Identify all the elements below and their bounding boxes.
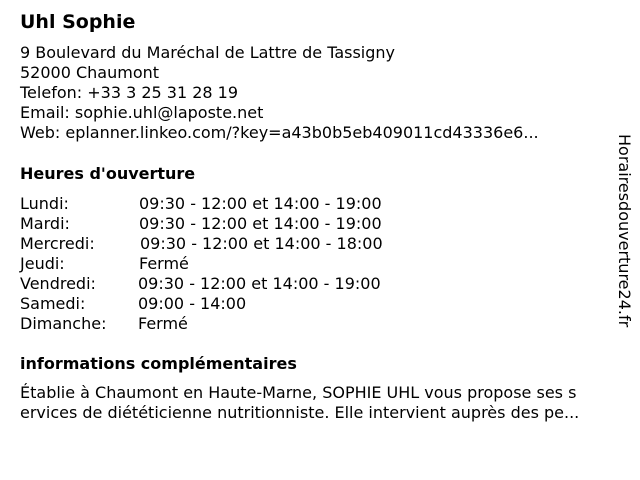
time-value: 09:30 - 12:00 et 14:00 - 19:00	[139, 214, 382, 233]
day-label: Vendredi:	[20, 274, 96, 293]
business-name: Uhl Sophie	[20, 11, 136, 33]
hours-row-monday	[20, 194, 440, 214]
site-watermark: Horairesdouverture24.fr	[615, 134, 634, 328]
address-street: 9 Boulevard du Maréchal de Lattre de Tassigny	[20, 43, 396, 62]
day-label: Mardi:	[20, 214, 70, 233]
description-line: ervices de diététicienne nutritionniste. Elle intervient auprès des pe...	[20, 403, 580, 422]
time-value: Fermé	[138, 314, 188, 333]
time-value: 09:30 - 12:00 et 14:00 - 18:00	[140, 234, 383, 253]
hours-row-wednesday	[20, 234, 440, 254]
opening-hours-table	[20, 194, 440, 334]
hours-row-friday	[20, 274, 440, 294]
time-value: 09:00 - 14:00	[138, 294, 247, 313]
hours-row-tuesday	[20, 214, 440, 234]
time-value: Fermé	[139, 254, 189, 273]
description-line: Établie à Chaumont en Haute-Marne, SOPHIE UHL vous propose ses s	[20, 383, 577, 402]
additional-info-heading: informations complémentaires	[20, 354, 297, 373]
hours-row-saturday	[20, 294, 440, 314]
address-city: 52000 Chaumont	[20, 63, 160, 82]
hours-row-thursday	[20, 254, 440, 274]
contact-block	[20, 43, 539, 143]
email-address[interactable]: Email: sophie.uhl@laposte.net	[20, 103, 264, 122]
day-label: Samedi:	[20, 294, 86, 313]
opening-hours-heading: Heures d'ouverture	[20, 164, 196, 183]
phone-number[interactable]: Telefon: +33 3 25 31 28 19	[20, 83, 239, 102]
hours-row-sunday	[20, 314, 440, 334]
day-label: Dimanche:	[20, 314, 107, 333]
time-value: 09:30 - 12:00 et 14:00 - 19:00	[138, 274, 381, 293]
time-value: 09:30 - 12:00 et 14:00 - 19:00	[139, 194, 382, 213]
business-description	[20, 383, 630, 423]
day-label: Jeudi:	[20, 254, 65, 273]
website-link[interactable]: Web: eplanner.linkeo.com/?key=a43b0b5eb409011cd43336e6...	[20, 123, 539, 142]
day-label: Lundi:	[20, 194, 69, 213]
day-label: Mercredi:	[20, 234, 95, 253]
